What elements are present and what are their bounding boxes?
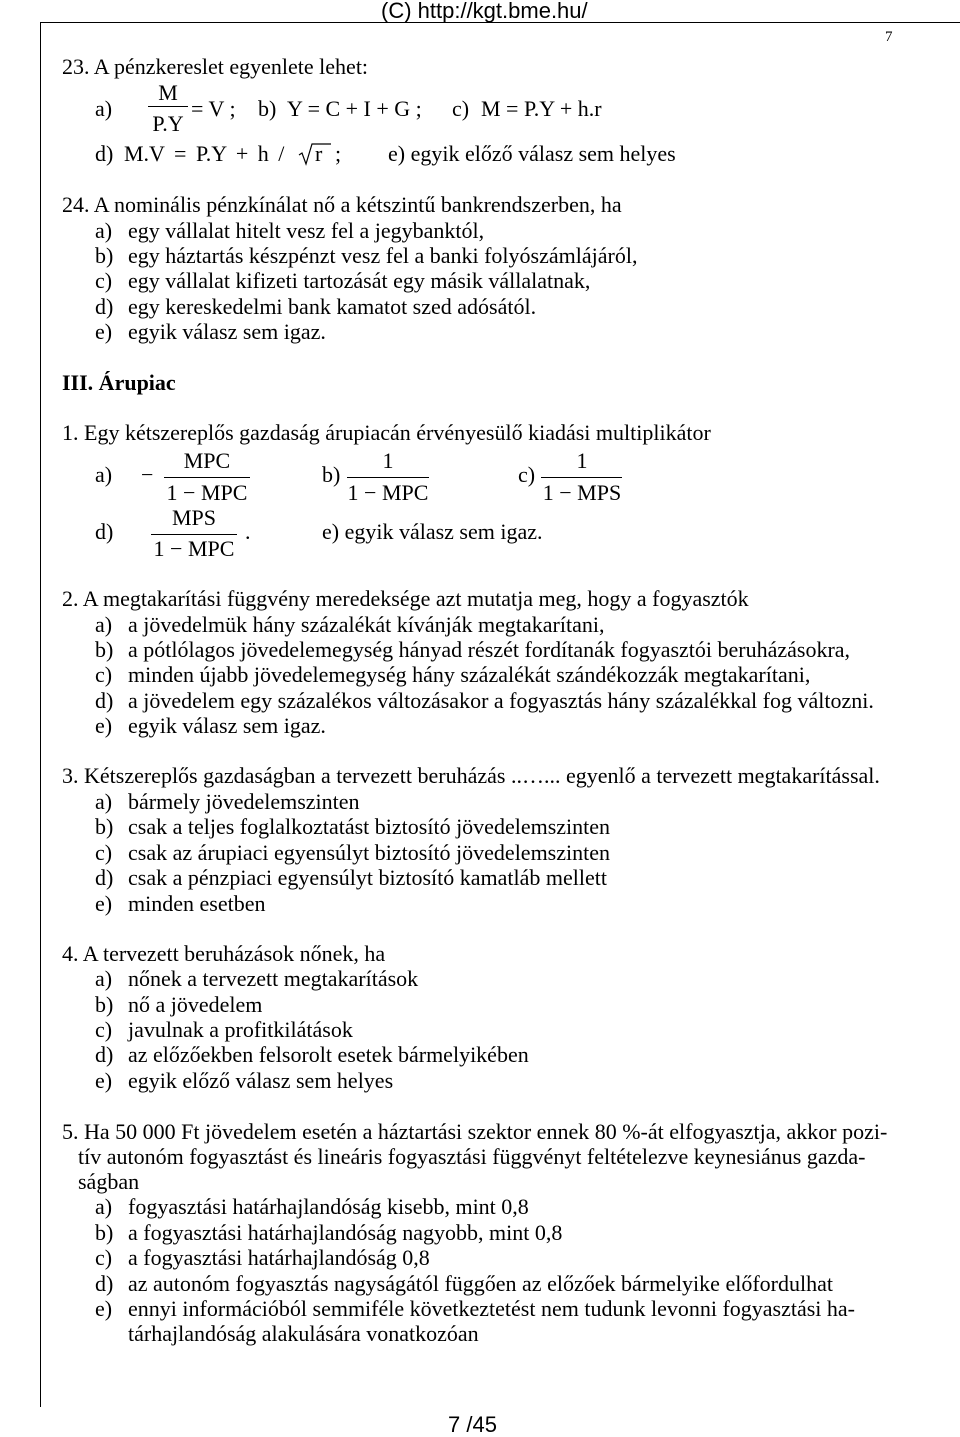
option-e xyxy=(0,1068,960,1093)
option-c xyxy=(0,1245,960,1270)
option-c xyxy=(0,268,960,293)
page-footer-number: 7 /45 xyxy=(448,1412,497,1437)
option-label: b) xyxy=(95,814,114,839)
option-text: minden esetben xyxy=(128,891,266,916)
option-label: d) xyxy=(95,688,114,713)
option-text: csak az árupiaci egyensúlyt biztosító jövedelemszinten xyxy=(128,840,611,865)
option-label: e) xyxy=(95,1296,113,1321)
option-e-continuation: tárhajlandóság alakulására vonatkozóan xyxy=(128,1321,479,1346)
option-label: c) xyxy=(95,1245,113,1270)
minus-sign: − xyxy=(141,462,154,487)
option-label: a) xyxy=(95,1194,113,1219)
option-label: b) xyxy=(95,637,114,662)
option-text: egy kereskedelmi bank kamatot szed adósától. xyxy=(128,294,537,319)
option-label: d) xyxy=(95,294,114,319)
option-text: minden újabb jövedelemegység hány százalékát szándékozzák megtakarítani, xyxy=(128,662,811,687)
fraction-denominator: 1 − MPS xyxy=(542,480,622,505)
option-label: a) xyxy=(95,612,113,637)
option-b xyxy=(0,637,960,662)
option-text: a jövedelmük hány százalékát kívánják megtakarítani, xyxy=(128,612,605,637)
question-stem: 24. A nominális pénzkínálat nő a kétszintű bankrendszerben, ha xyxy=(62,192,622,217)
option-text: egyik válasz sem igaz. xyxy=(128,319,326,344)
option-text: a pótlólagos jövedelemegység hányad részét fordítanák fogyasztói beruházásokra, xyxy=(128,637,851,662)
fraction-bar xyxy=(541,477,622,478)
option-a xyxy=(0,218,960,243)
equation-text: M.V = P.Y + h / xyxy=(124,141,285,166)
option-label: a) xyxy=(95,218,113,243)
option-c xyxy=(0,840,960,865)
fraction-numerator: 1 xyxy=(576,448,588,473)
option-b xyxy=(0,992,960,1017)
question-stem: 3. Kétszereplős gazdaságban a tervezett beruházás ..…... egyenlő a tervezett megtakarítással. xyxy=(62,763,880,788)
option-e xyxy=(0,713,960,738)
option-label: a) xyxy=(95,966,113,991)
fraction-denominator: 1 − MPC xyxy=(347,480,429,505)
option-label: b) xyxy=(258,96,277,121)
fraction-bar xyxy=(148,106,188,107)
option-a xyxy=(0,789,960,814)
radicand: r xyxy=(315,141,323,166)
option-label: a) xyxy=(95,462,113,487)
option-label: b) xyxy=(95,1220,114,1245)
option-text: fogyasztási határhajlandóság kisebb, mint 0,8 xyxy=(128,1194,529,1219)
option-label: e) xyxy=(95,1068,113,1093)
copyright-header: (C) http://kgt.bme.hu/ xyxy=(381,0,588,23)
option-label: c) xyxy=(452,96,470,121)
option-label: b) xyxy=(95,243,114,268)
option-label: e) xyxy=(95,319,113,344)
question-stem: 2. A megtakarítási függvény meredeksége azt mutatja meg, hogy a fogyasztók xyxy=(62,586,749,611)
option-text: egy vállalat kifizeti tartozását egy másik vállalatnak, xyxy=(128,268,591,293)
option-text: e) egyik előző válasz sem helyes xyxy=(388,141,676,166)
option-a xyxy=(0,1194,960,1219)
option-e xyxy=(0,891,960,916)
option-text: az autonóm fogyasztás nagyságától függően az előzőek bármelyike előfordulhat xyxy=(128,1271,833,1296)
option-text: csak a pénzpiaci egyensúlyt biztosító kamatláb mellett xyxy=(128,865,607,890)
fraction-denominator: P.Y xyxy=(152,111,184,136)
option-text: nőnek a tervezett megtakarítások xyxy=(128,966,419,991)
option-label: c) xyxy=(95,840,113,865)
option-text: egyik válasz sem igaz. xyxy=(128,713,326,738)
option-d xyxy=(0,294,960,319)
option-text: egy háztartás készpénzt vesz fel a banki folyószámlájáról, xyxy=(128,243,638,268)
option-label: b) xyxy=(95,992,114,1017)
option-b xyxy=(0,814,960,839)
fraction-bar xyxy=(151,534,237,535)
option-text: a jövedelem egy százalékos változásakor a fogyasztás hány százalékkal fog változni. xyxy=(128,688,874,713)
option-label: a) xyxy=(95,789,113,814)
question-stem-line-3: ságban xyxy=(78,1169,140,1194)
option-text: egy vállalat hitelt vesz fel a jegybanktól, xyxy=(128,218,485,243)
equation-text: . xyxy=(245,519,251,544)
equation-text: Y = C + I + G ; xyxy=(287,96,422,121)
fraction-denominator: 1 − MPC xyxy=(166,480,248,505)
question-stem-line-2: tív autonóm fogyasztást és lineáris fogyasztási függvényt feltételezve keynesiánus gazda- xyxy=(78,1144,866,1169)
fraction-denominator: 1 − MPC xyxy=(153,536,235,561)
fraction-bar xyxy=(347,477,429,478)
option-label: d) xyxy=(95,519,114,544)
section-title: III. Árupiac xyxy=(62,370,176,395)
page-number-top: 7 xyxy=(885,29,893,45)
option-d xyxy=(0,865,960,890)
option-label: d) xyxy=(95,865,114,890)
option-label: b) xyxy=(322,462,341,487)
option-d xyxy=(0,1042,960,1067)
fraction-numerator: M xyxy=(158,80,178,105)
option-text: bármely jövedelemszinten xyxy=(128,789,360,814)
option-text: a fogyasztási határhajlandóság nagyobb, mint 0,8 xyxy=(128,1220,563,1245)
question-stem-line-1: 5. Ha 50 000 Ft jövedelem esetén a háztartási szektor ennek 80 %-át elfogyasztja, akkor pozi- xyxy=(62,1119,888,1144)
equation-text: ; xyxy=(335,141,342,166)
option-d xyxy=(0,688,960,713)
option-text: csak a teljes foglalkoztatást biztosító jövedelemszinten xyxy=(128,814,611,839)
option-label: e) xyxy=(95,891,113,916)
option-text: ennyi információból semmiféle következtetést nem tudunk levonni fogyasztási ha- xyxy=(128,1296,856,1321)
equation-text: M = P.Y + h.r xyxy=(481,96,602,121)
option-text: e) egyik válasz sem igaz. xyxy=(322,519,543,544)
option-label: c) xyxy=(95,662,113,687)
fraction-numerator: MPC xyxy=(183,448,231,473)
option-a xyxy=(0,612,960,637)
equation-text: = V ; xyxy=(191,96,236,121)
option-e xyxy=(0,1296,960,1321)
option-text: javulnak a profitkilátások xyxy=(128,1017,353,1042)
option-label: d) xyxy=(95,1042,114,1067)
option-label: a) xyxy=(95,96,113,121)
option-label: d) xyxy=(95,141,114,166)
option-label: e) xyxy=(95,713,113,738)
option-label: d) xyxy=(95,1271,114,1296)
option-b xyxy=(0,243,960,268)
option-label: c) xyxy=(518,462,536,487)
fraction-numerator: MPS xyxy=(171,505,217,530)
option-text: egyik előző válasz sem helyes xyxy=(128,1068,394,1093)
option-label: c) xyxy=(95,1017,113,1042)
fraction-bar xyxy=(164,477,250,478)
option-a xyxy=(0,966,960,991)
option-text: a fogyasztási határhajlandóság 0,8 xyxy=(128,1245,430,1270)
option-label: c) xyxy=(95,268,113,293)
question-stem: 4. A tervezett beruházások nőnek, ha xyxy=(62,941,386,966)
option-text: az előzőekben felsorolt esetek bármelyikében xyxy=(128,1042,529,1067)
question-stem: 1. Egy kétszereplős gazdaság árupiacán érvényesülő kiadási multiplikátor xyxy=(62,420,711,445)
question-stem: 23. A pénzkereslet egyenlete lehet: xyxy=(62,54,369,79)
option-b xyxy=(0,1220,960,1245)
option-c xyxy=(0,662,960,687)
option-c xyxy=(0,1017,960,1042)
option-d xyxy=(0,1271,960,1296)
fraction-numerator: 1 xyxy=(382,448,394,473)
option-e xyxy=(0,319,960,344)
option-text: nő a jövedelem xyxy=(128,992,263,1017)
